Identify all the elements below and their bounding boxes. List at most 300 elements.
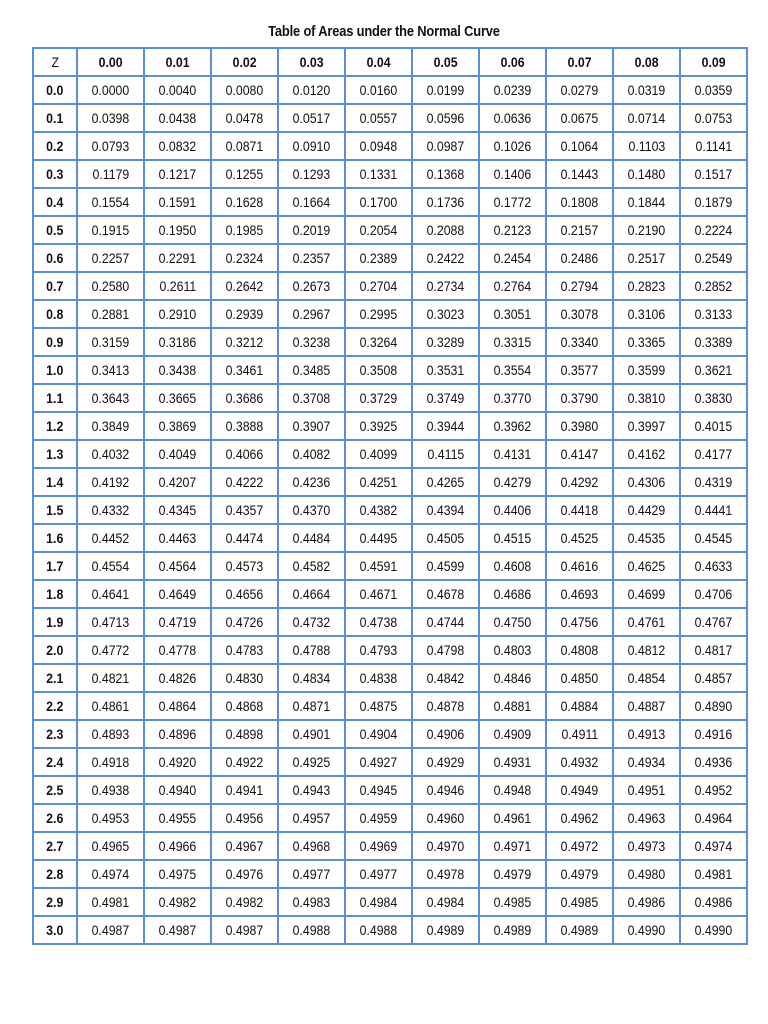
area-value: 0.4881 [493, 698, 532, 714]
table-row [33, 76, 747, 104]
area-value-cell [144, 412, 211, 440]
area-value-cell [479, 132, 546, 160]
area-value-cell [412, 804, 479, 832]
area-value: 0.4906 [426, 726, 465, 742]
area-value-cell [546, 776, 613, 804]
area-value-cell [278, 916, 345, 944]
z-value-cell [33, 860, 77, 888]
area-value: 0.4649 [158, 586, 197, 602]
area-value-cell [77, 104, 144, 132]
area-value-cell [77, 272, 144, 300]
area-value: 0.4292 [560, 474, 599, 490]
area-value: 0.4988 [292, 922, 331, 938]
area-value: 0.4678 [426, 586, 465, 602]
area-value-cell [345, 832, 412, 860]
area-value-cell [144, 244, 211, 272]
area-value-cell [680, 104, 747, 132]
area-value-cell [680, 636, 747, 664]
area-value-cell [546, 804, 613, 832]
area-value: 0.4925 [292, 754, 331, 770]
table-row [33, 776, 747, 804]
area-value: 0.1443 [560, 166, 599, 182]
table-row [33, 104, 747, 132]
area-value-cell [345, 748, 412, 776]
area-value-cell [680, 916, 747, 944]
area-value: 0.3315 [493, 334, 532, 350]
area-value: 0.0040 [158, 82, 197, 98]
area-value: 0.3508 [359, 362, 398, 378]
column-header-label: 0.03 [299, 54, 324, 70]
area-value-cell [479, 300, 546, 328]
area-value: 0.4744 [426, 614, 465, 630]
area-value: 0.2910 [158, 306, 197, 322]
z-value: 0.7 [46, 278, 64, 294]
area-value-cell [546, 384, 613, 412]
area-value-cell [412, 132, 479, 160]
area-value-cell [345, 916, 412, 944]
page-title: Table of Areas under the Normal Curve [268, 23, 500, 40]
area-value-cell [680, 328, 747, 356]
z-value: 2.0 [46, 642, 64, 658]
area-value: 0.4846 [493, 670, 532, 686]
area-value-cell [613, 104, 680, 132]
area-value-cell [144, 300, 211, 328]
z-column-header-label: Z [51, 54, 59, 70]
area-value-cell [613, 132, 680, 160]
area-value-cell [345, 496, 412, 524]
area-value: 0.2673 [292, 278, 331, 294]
area-value-cell [345, 692, 412, 720]
area-value-cell [613, 524, 680, 552]
table-header-row [33, 48, 747, 76]
area-value-cell [278, 440, 345, 468]
area-value-cell [412, 160, 479, 188]
area-value: 0.1772 [493, 194, 532, 210]
area-value: 0.4988 [359, 922, 398, 938]
area-value: 0.1064 [560, 138, 599, 154]
area-value: 0.4890 [694, 698, 733, 714]
area-value: 0.1879 [694, 194, 733, 210]
area-value-cell [412, 832, 479, 860]
area-value: 0.4931 [493, 754, 532, 770]
area-value: 0.4960 [426, 810, 465, 826]
area-value-cell [144, 384, 211, 412]
area-value: 0.2123 [493, 222, 532, 238]
area-value: 0.1736 [426, 194, 465, 210]
table-row [33, 636, 747, 664]
area-value: 0.4641 [91, 586, 130, 602]
area-value-cell [412, 888, 479, 916]
area-value: 0.4953 [91, 810, 130, 826]
area-value: 0.4222 [225, 474, 264, 490]
area-value: 0.2764 [493, 278, 532, 294]
area-value-cell [479, 636, 546, 664]
z-value-cell [33, 216, 77, 244]
area-value: 0.4982 [158, 894, 197, 910]
area-value-cell [77, 216, 144, 244]
area-value: 0.4977 [292, 866, 331, 882]
area-value-cell [278, 272, 345, 300]
area-value-cell [546, 664, 613, 692]
area-value: 0.4871 [292, 698, 331, 714]
area-value-cell [77, 552, 144, 580]
area-value: 0.4015 [694, 418, 733, 434]
area-value-cell [278, 216, 345, 244]
area-value: 0.4834 [292, 670, 331, 686]
column-header-label: 0.07 [567, 54, 592, 70]
area-value: 0.3770 [493, 390, 532, 406]
area-value-cell [412, 496, 479, 524]
column-header [278, 48, 345, 76]
area-value: 0.3849 [91, 418, 130, 434]
area-value: 0.4066 [225, 446, 264, 462]
area-value: 0.1368 [426, 166, 465, 182]
area-value-cell [680, 216, 747, 244]
area-value: 0.4783 [225, 642, 264, 658]
area-value-cell [144, 328, 211, 356]
area-value: 0.4893 [91, 726, 130, 742]
area-value-cell [479, 384, 546, 412]
area-value-cell [546, 552, 613, 580]
area-value-cell [144, 440, 211, 468]
column-header-label: 0.05 [433, 54, 458, 70]
area-value-cell [412, 468, 479, 496]
area-value-cell [278, 776, 345, 804]
area-value-cell [613, 496, 680, 524]
area-value-cell [77, 720, 144, 748]
area-value: 0.1103 [628, 138, 665, 154]
table-row [33, 608, 747, 636]
area-value: 0.1915 [91, 222, 130, 238]
area-value-cell [412, 440, 479, 468]
area-value-cell [345, 664, 412, 692]
area-value-cell [77, 440, 144, 468]
area-value: 0.3888 [225, 418, 264, 434]
area-value-cell [479, 664, 546, 692]
area-value: 0.4345 [158, 502, 197, 518]
area-value-cell [613, 608, 680, 636]
area-value-cell [211, 412, 278, 440]
area-value-cell [680, 608, 747, 636]
area-value: 0.0948 [359, 138, 398, 154]
table-row [33, 328, 747, 356]
area-value: 0.4525 [560, 530, 599, 546]
area-value: 0.3554 [493, 362, 532, 378]
z-value-cell [33, 188, 77, 216]
area-value: 0.4788 [292, 642, 331, 658]
area-value: 0.4985 [560, 894, 599, 910]
area-value-cell [278, 76, 345, 104]
area-value: 0.0753 [694, 110, 733, 126]
area-value: 0.4901 [292, 726, 331, 742]
area-value-cell [278, 468, 345, 496]
area-value: 0.3790 [560, 390, 599, 406]
area-value: 0.2486 [560, 250, 599, 266]
area-value-cell [77, 832, 144, 860]
area-value: 0.1985 [225, 222, 264, 238]
area-value: 0.2190 [627, 222, 666, 238]
area-value: 0.3925 [359, 418, 398, 434]
area-value: 0.4940 [158, 782, 197, 798]
column-header-label: 0.02 [232, 54, 257, 70]
area-value-cell [211, 440, 278, 468]
area-value-cell [345, 300, 412, 328]
area-value-cell [77, 580, 144, 608]
area-value: 0.4965 [91, 838, 130, 854]
column-header [680, 48, 747, 76]
area-value: 0.4922 [225, 754, 264, 770]
area-value-cell [479, 244, 546, 272]
area-value-cell [144, 160, 211, 188]
area-value-cell [144, 552, 211, 580]
area-value-cell [680, 832, 747, 860]
area-value: 0.4959 [359, 810, 398, 826]
area-value: 0.1141 [695, 138, 732, 154]
area-value-cell [680, 384, 747, 412]
area-value: 0.2454 [493, 250, 532, 266]
area-value-cell [546, 832, 613, 860]
area-value: 0.1026 [493, 138, 532, 154]
area-value-cell [546, 356, 613, 384]
area-value: 0.4955 [158, 810, 197, 826]
area-value-cell [680, 244, 747, 272]
area-value-cell [613, 888, 680, 916]
area-value: 0.4049 [158, 446, 197, 462]
area-value: 0.4115 [427, 446, 464, 462]
area-value: 0.0714 [627, 110, 666, 126]
area-value-cell [680, 468, 747, 496]
area-value-cell [278, 384, 345, 412]
table-row [33, 384, 747, 412]
column-header-label: 0.08 [634, 54, 659, 70]
area-value: 0.3340 [560, 334, 599, 350]
area-value-cell [345, 552, 412, 580]
area-value-cell [412, 328, 479, 356]
area-value: 0.4394 [426, 502, 465, 518]
z-value-cell [33, 384, 77, 412]
table-row [33, 720, 747, 748]
column-header [479, 48, 546, 76]
z-value: 2.6 [46, 810, 64, 826]
area-value: 0.4474 [225, 530, 264, 546]
area-value: 0.2734 [426, 278, 465, 294]
area-value-cell [546, 580, 613, 608]
area-value: 0.4826 [158, 670, 197, 686]
area-value: 0.4981 [694, 866, 733, 882]
area-value: 0.2088 [426, 222, 465, 238]
area-value: 0.4591 [359, 558, 398, 574]
area-value: 0.0319 [627, 82, 666, 98]
area-value-cell [546, 860, 613, 888]
area-value: 0.4978 [426, 866, 465, 882]
z-value: 1.9 [46, 614, 64, 630]
area-value: 0.4887 [627, 698, 666, 714]
area-value: 0.1331 [359, 166, 398, 182]
area-value-cell [345, 76, 412, 104]
table-row [33, 860, 747, 888]
area-value-cell [278, 580, 345, 608]
area-value-cell [479, 692, 546, 720]
area-value-cell [479, 860, 546, 888]
area-value-cell [278, 692, 345, 720]
area-value-cell [412, 524, 479, 552]
z-value-cell [33, 888, 77, 916]
area-value-cell [211, 664, 278, 692]
area-value-cell [345, 440, 412, 468]
area-value-cell [479, 580, 546, 608]
area-value: 0.2704 [359, 278, 398, 294]
area-value: 0.4732 [292, 614, 331, 630]
area-value-cell [211, 160, 278, 188]
area-value-cell [412, 384, 479, 412]
area-value-cell [613, 804, 680, 832]
area-value-cell [144, 188, 211, 216]
area-value: 0.3264 [359, 334, 398, 350]
area-value-cell [613, 412, 680, 440]
area-value-cell [546, 160, 613, 188]
area-value: 0.4656 [225, 586, 264, 602]
table-row [33, 832, 747, 860]
area-value: 0.4719 [158, 614, 197, 630]
area-value: 0.1628 [225, 194, 264, 210]
area-value-cell [144, 132, 211, 160]
column-header [144, 48, 211, 76]
area-value-cell [278, 860, 345, 888]
area-value-cell [680, 356, 747, 384]
area-value-cell [613, 328, 680, 356]
area-value: 0.3461 [225, 362, 264, 378]
area-value-cell [412, 552, 479, 580]
z-value: 1.6 [46, 530, 64, 546]
area-value-cell [211, 496, 278, 524]
area-value-cell [211, 916, 278, 944]
area-value-cell [412, 76, 479, 104]
table-row [33, 188, 747, 216]
area-value: 0.4236 [292, 474, 331, 490]
z-value-cell [33, 76, 77, 104]
area-value: 0.4535 [627, 530, 666, 546]
area-value: 0.3997 [627, 418, 666, 434]
area-value-cell [77, 300, 144, 328]
area-value: 0.1293 [292, 166, 331, 182]
area-value: 0.4817 [694, 642, 733, 658]
table-row [33, 804, 747, 832]
area-value: 0.4842 [426, 670, 465, 686]
area-value: 0.3531 [426, 362, 465, 378]
z-value-cell [33, 496, 77, 524]
area-value-cell [546, 104, 613, 132]
area-value-cell [345, 804, 412, 832]
area-value: 0.3810 [627, 390, 666, 406]
z-value: 0.1 [46, 110, 64, 126]
area-value-cell [345, 720, 412, 748]
z-value-cell [33, 916, 77, 944]
z-value: 1.1 [46, 390, 64, 406]
area-value-cell [412, 916, 479, 944]
area-value: 0.4898 [225, 726, 264, 742]
area-value-cell [546, 692, 613, 720]
area-value-cell [412, 412, 479, 440]
area-value-cell [144, 832, 211, 860]
area-value-cell [144, 608, 211, 636]
area-value: 0.4868 [225, 698, 264, 714]
area-value-cell [613, 188, 680, 216]
area-value-cell [345, 776, 412, 804]
table-row [33, 552, 747, 580]
area-value-cell [680, 664, 747, 692]
area-value-cell [680, 188, 747, 216]
area-value-cell [278, 524, 345, 552]
z-value-cell [33, 300, 77, 328]
area-value: 0.4920 [158, 754, 197, 770]
area-value: 0.4909 [493, 726, 532, 742]
area-value-cell [613, 832, 680, 860]
area-value: 0.4251 [359, 474, 398, 490]
area-value: 0.3577 [560, 362, 599, 378]
area-value: 0.4854 [627, 670, 666, 686]
area-value: 0.4207 [158, 474, 197, 490]
column-header [613, 48, 680, 76]
area-value: 0.0596 [426, 110, 465, 126]
table-row [33, 888, 747, 916]
table-row [33, 412, 747, 440]
table-row [33, 356, 747, 384]
area-value-cell [613, 76, 680, 104]
area-value: 0.0832 [158, 138, 197, 154]
area-value-cell [278, 888, 345, 916]
area-value: 0.4934 [627, 754, 666, 770]
area-value: 0.4945 [359, 782, 398, 798]
area-value: 0.4761 [627, 614, 666, 630]
area-value-cell [77, 776, 144, 804]
area-value-cell [613, 384, 680, 412]
table-row [33, 664, 747, 692]
area-value: 0.0120 [292, 82, 331, 98]
z-value-cell [33, 692, 77, 720]
area-value: 0.4980 [627, 866, 666, 882]
area-value-cell [345, 580, 412, 608]
z-value: 2.7 [46, 838, 64, 854]
area-value-cell [479, 468, 546, 496]
column-header [412, 48, 479, 76]
area-value: 0.4986 [627, 894, 666, 910]
area-value-cell [211, 76, 278, 104]
area-value: 0.4990 [694, 922, 733, 938]
area-value-cell [345, 860, 412, 888]
area-value: 0.4808 [560, 642, 599, 658]
area-value: 0.3289 [426, 334, 465, 350]
area-value-cell [278, 132, 345, 160]
table-row [33, 748, 747, 776]
area-value-cell [345, 216, 412, 244]
area-value: 0.0557 [359, 110, 398, 126]
area-value-cell [144, 468, 211, 496]
area-value-cell [613, 216, 680, 244]
area-value-cell [77, 496, 144, 524]
area-value: 0.4564 [158, 558, 197, 574]
column-header [77, 48, 144, 76]
area-value: 0.4964 [694, 810, 733, 826]
area-value-cell [278, 664, 345, 692]
area-value-cell [278, 188, 345, 216]
area-value-cell [479, 748, 546, 776]
area-value-cell [278, 300, 345, 328]
area-value: 0.4162 [627, 446, 666, 462]
area-value: 0.4599 [426, 558, 465, 574]
z-value: 0.3 [46, 166, 64, 182]
area-value-cell [479, 524, 546, 552]
area-value-cell [680, 496, 747, 524]
